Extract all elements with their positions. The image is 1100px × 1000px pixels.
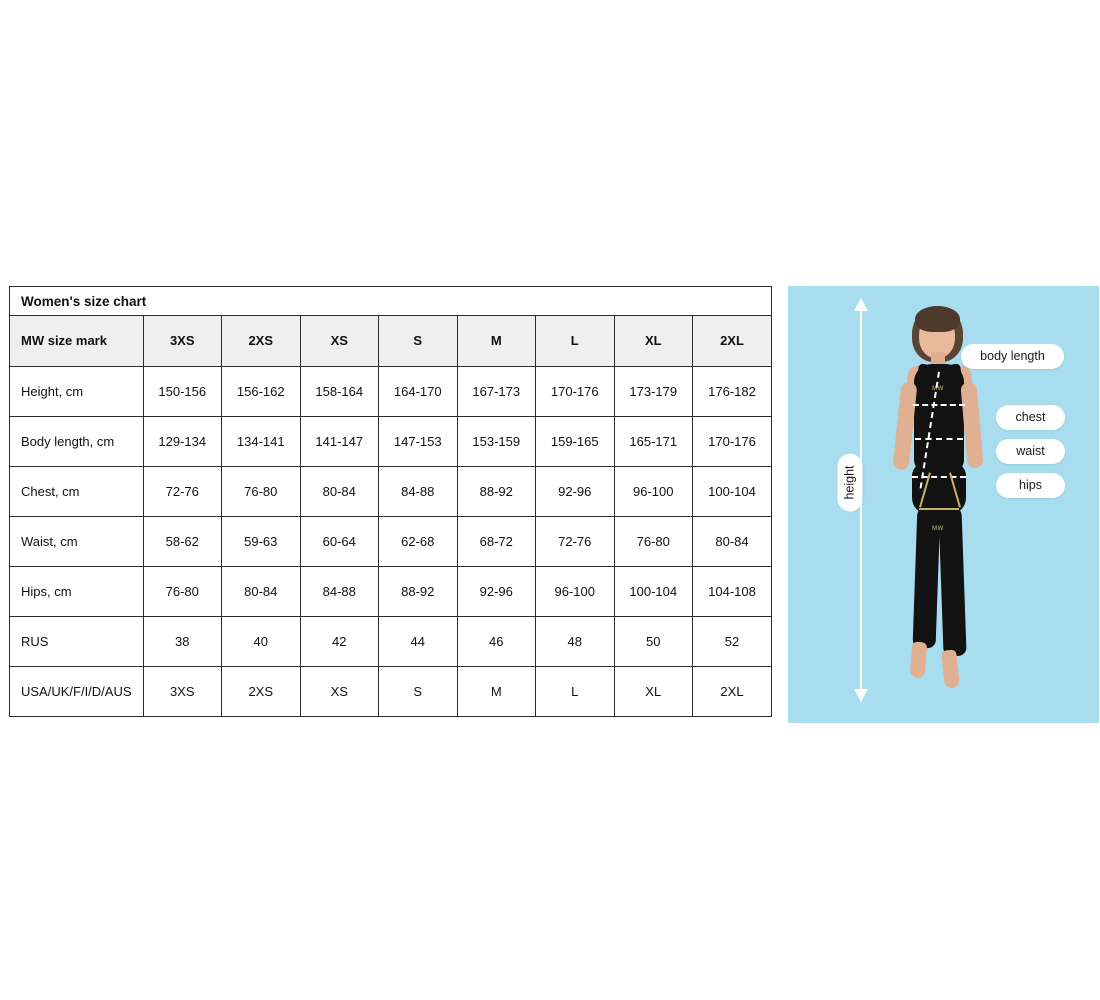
cell: 72-76 (536, 516, 615, 566)
cell: 173-179 (614, 366, 693, 416)
label-hips: hips (996, 473, 1065, 498)
cell: 50 (614, 616, 693, 666)
column-header-l: L (536, 316, 615, 366)
cell: 104-108 (693, 566, 772, 616)
cell: 165-171 (614, 416, 693, 466)
table-row (10, 416, 771, 466)
brand-logo-thigh: MW (932, 526, 944, 532)
cell: 80-84 (300, 466, 379, 516)
cell: 167-173 (457, 366, 536, 416)
cell: 59-63 (222, 516, 301, 566)
cell: 170-176 (693, 416, 772, 466)
cell: 170-176 (536, 366, 615, 416)
label-body-length: body length (961, 344, 1064, 369)
column-header-xl: XL (614, 316, 693, 366)
cell: 40 (222, 616, 301, 666)
cell: 129-134 (143, 416, 222, 466)
column-header-2xs: 2XS (222, 316, 301, 366)
cell: M (457, 666, 536, 716)
row-label-international: USA/UK/F/I/D/AUS (10, 666, 143, 716)
model-foot-left (910, 642, 927, 679)
table-row (10, 566, 771, 616)
chest-guide (913, 404, 965, 406)
cell: 3XS (143, 666, 222, 716)
cell: 62-68 (379, 516, 458, 566)
cell: 80-84 (693, 516, 772, 566)
label-chest: chest (996, 405, 1065, 430)
hips-guide (912, 476, 966, 478)
table-row (10, 366, 771, 416)
cell: XS (300, 666, 379, 716)
row-label-height: Height, cm (10, 366, 143, 416)
cell: 84-88 (300, 566, 379, 616)
model-hair-front (915, 306, 960, 332)
row-label-rus: RUS (10, 616, 143, 666)
cell: 76-80 (614, 516, 693, 566)
cell: L (536, 666, 615, 716)
cell: 76-80 (143, 566, 222, 616)
row-label-waist: Waist, cm (10, 516, 143, 566)
table-row (10, 516, 771, 566)
size-table (10, 316, 771, 716)
cell: 100-104 (614, 566, 693, 616)
cell: 44 (379, 616, 458, 666)
measurement-diagram (788, 286, 1099, 723)
cell: 96-100 (614, 466, 693, 516)
cell: 147-153 (379, 416, 458, 466)
cell: 52 (693, 616, 772, 666)
cell: 153-159 (457, 416, 536, 466)
cell: 60-64 (300, 516, 379, 566)
row-label-body-length: Body length, cm (10, 416, 143, 466)
leg-trim (919, 508, 959, 510)
cell: 158-164 (300, 366, 379, 416)
cell: 46 (457, 616, 536, 666)
row-label-hips: Hips, cm (10, 566, 143, 616)
page-title: Women's size chart (10, 287, 771, 316)
table-header-row (10, 316, 771, 366)
column-header-s: S (379, 316, 458, 366)
cell: 58-62 (143, 516, 222, 566)
cell: 68-72 (457, 516, 536, 566)
cell: 134-141 (222, 416, 301, 466)
cell: 141-147 (300, 416, 379, 466)
table-row (10, 666, 771, 716)
label-waist: waist (996, 439, 1065, 464)
cell: 2XL (693, 666, 772, 716)
cell: 164-170 (379, 366, 458, 416)
womens-size-chart (9, 286, 772, 717)
column-header-m: M (457, 316, 536, 366)
cell: 88-92 (457, 466, 536, 516)
table-row (10, 466, 771, 516)
cell: 159-165 (536, 416, 615, 466)
label-height: height (838, 454, 863, 512)
cell: S (379, 666, 458, 716)
column-header-3xs: 3XS (143, 316, 222, 366)
cell: 84-88 (379, 466, 458, 516)
cell: 2XS (222, 666, 301, 716)
brand-logo-chest: MW (932, 386, 944, 392)
column-header-xs: XS (300, 316, 379, 366)
cell: 150-156 (143, 366, 222, 416)
cell: 48 (536, 616, 615, 666)
cell: 176-182 (693, 366, 772, 416)
cell: 100-104 (693, 466, 772, 516)
waist-guide (915, 438, 963, 440)
cell: 42 (300, 616, 379, 666)
cell: 96-100 (536, 566, 615, 616)
cell: 38 (143, 616, 222, 666)
cell: 156-162 (222, 366, 301, 416)
cell: 76-80 (222, 466, 301, 516)
cell: 92-96 (457, 566, 536, 616)
column-header-size-mark: MW size mark (10, 316, 143, 366)
table-row (10, 616, 771, 666)
row-label-chest: Chest, cm (10, 466, 143, 516)
cell: XL (614, 666, 693, 716)
cell: 88-92 (379, 566, 458, 616)
column-header-2xl: 2XL (693, 316, 772, 366)
cell: 72-76 (143, 466, 222, 516)
cell: 80-84 (222, 566, 301, 616)
cell: 92-96 (536, 466, 615, 516)
